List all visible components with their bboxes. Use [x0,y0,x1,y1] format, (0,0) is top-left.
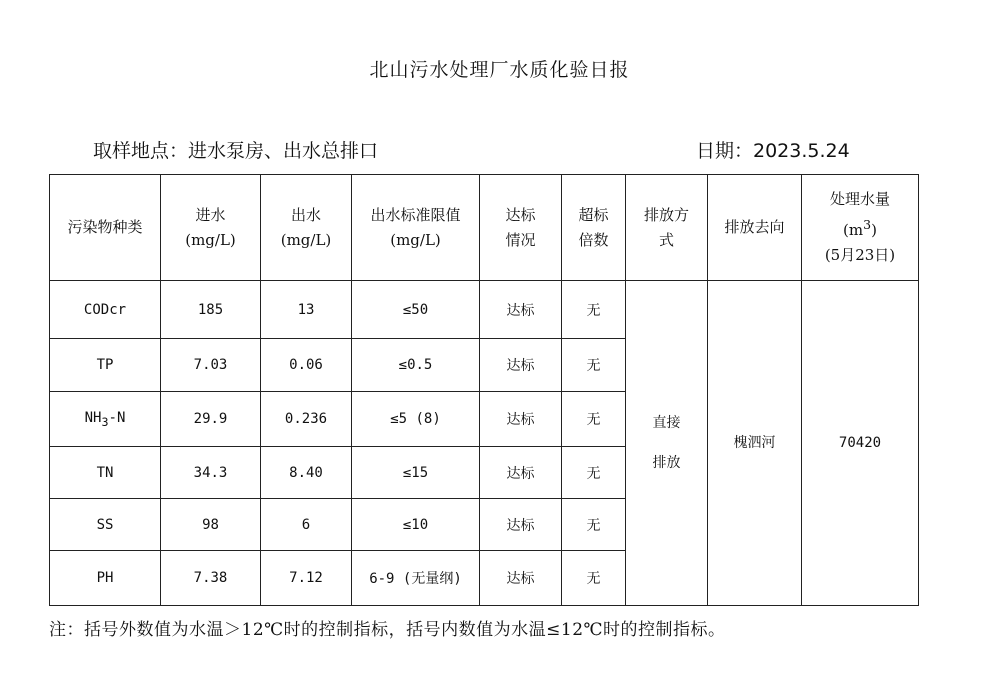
header-volume: 处理水量 $(m^3)$ (5月23日) [802,175,919,281]
treated-volume: 70420 [802,281,919,606]
inflow-value: 29.9 [161,392,261,447]
pollutant-name: CODcr [50,281,161,339]
header-outflow: 出水 (mg/L) [261,175,352,281]
exceed-value: 无 [562,339,626,392]
inflow-value: 34.3 [161,447,261,499]
status-value: 达标 [480,281,562,339]
discharge-destination: 槐泗河 [708,281,802,606]
limit-value: ≤5 (8) [352,392,480,447]
inflow-value: 7.03 [161,339,261,392]
outflow-value: 6 [261,499,352,551]
status-value: 达标 [480,339,562,392]
status-value: 达标 [480,447,562,499]
table-header-row [50,175,919,281]
header-exceed: 超标 倍数 [562,175,626,281]
inflow-value: 7.38 [161,551,261,606]
limit-value: ≤50 [352,281,480,339]
discharge-method: 直接 排放 [626,281,708,606]
limit-value: ≤0.5 [352,339,480,392]
exceed-value: 无 [562,447,626,499]
exceed-value: 无 [562,551,626,606]
outflow-value: 0.236 [261,392,352,447]
limit-value: 6-9 (无量纲) [352,551,480,606]
report-title: 北山污水处理厂水质化验日报 [369,59,630,81]
header-discharge-destination: 排放去向 [708,175,802,281]
outflow-value: 7.12 [261,551,352,606]
pollutant-name: PH [50,551,161,606]
pollutant-name: SS [50,499,161,551]
exceed-value: 无 [562,392,626,447]
pollutant-name: $NH_3-N$ [50,392,161,447]
outflow-value: 8.40 [261,447,352,499]
table-row [50,281,919,339]
limit-value: ≤10 [352,499,480,551]
exceed-value: 无 [562,499,626,551]
outflow-value: 0.06 [261,339,352,392]
inflow-value: 185 [161,281,261,339]
status-value: 达标 [480,551,562,606]
status-value: 达标 [480,392,562,447]
report-date: 日期：2023.5.24 [696,140,850,162]
header-limit: 出水标准限值 (mg/L) [352,175,480,281]
header-status: 达标 情况 [480,175,562,281]
inflow-value: 98 [161,499,261,551]
header-pollutant: 污染物种类 [50,175,161,281]
outflow-value: 13 [261,281,352,339]
exceed-value: 无 [562,281,626,339]
pollutant-name: TN [50,447,161,499]
pollutant-name: TP [50,339,161,392]
footnote: 注：括号外数值为水温＞12℃时的控制指标，括号内数值为水温≤12℃时的控制指标。 [49,620,726,640]
sampling-location: 取样地点：进水泵房、出水总排口 [93,140,379,162]
header-inflow: 进水 (mg/L) [161,175,261,281]
status-value: 达标 [480,499,562,551]
water-quality-table [49,174,919,606]
limit-value: ≤15 [352,447,480,499]
header-discharge-method: 排放方 式 [626,175,708,281]
